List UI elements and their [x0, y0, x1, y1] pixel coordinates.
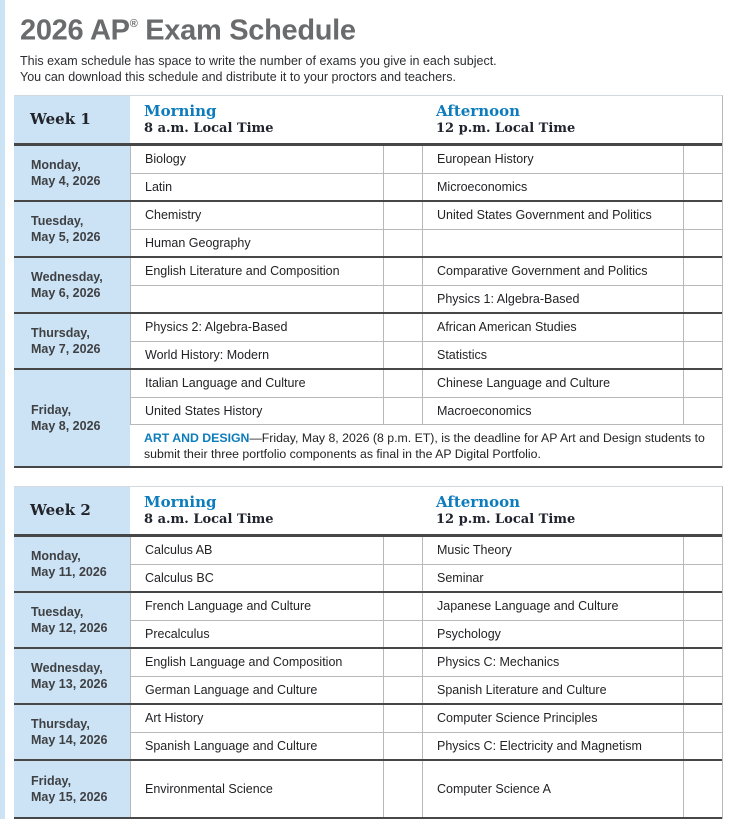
- exam-cell-morning: Latin: [130, 173, 383, 200]
- exam-cell-afternoon: Music Theory: [422, 537, 683, 564]
- exam-count-box[interactable]: [683, 564, 722, 591]
- day-name: Friday,: [31, 773, 72, 788]
- day-date: May 15, 2026: [31, 789, 108, 804]
- day-group: [14, 370, 722, 468]
- day-group: [14, 537, 722, 593]
- exam-count-box[interactable]: [683, 537, 722, 564]
- day-cell: [14, 146, 130, 200]
- exam-count-box[interactable]: [683, 620, 722, 647]
- day-cell: [14, 202, 130, 256]
- exam-count-box[interactable]: [383, 341, 422, 368]
- day-date: May 11, 2026: [31, 564, 107, 579]
- exam-count-box[interactable]: [383, 229, 422, 256]
- morning-time: 8 a.m. Local Time: [144, 512, 274, 528]
- afternoon-header: [422, 487, 722, 534]
- title-prefix: 2026 AP: [20, 14, 130, 47]
- day-name: Monday,: [31, 157, 81, 172]
- subtitle-line-2: You can download this schedule and distribute it to your proctors and teachers.: [20, 69, 456, 84]
- exam-count-box[interactable]: [383, 370, 422, 397]
- exam-cell-afternoon: Physics 1: Algebra-Based: [422, 285, 683, 312]
- day-cell: [14, 593, 130, 647]
- exam-cell-afternoon: Chinese Language and Culture: [422, 370, 683, 397]
- exam-cell-afternoon: Comparative Government and Politics: [422, 258, 683, 285]
- day-cell: [14, 705, 130, 759]
- schedule-tables: [0, 95, 736, 819]
- afternoon-title: Afternoon: [436, 493, 521, 512]
- exam-cell-morning: Physics 2: Algebra-Based: [130, 314, 383, 341]
- exam-cell-afternoon: Computer Science A: [422, 761, 683, 817]
- exam-count-box[interactable]: [383, 564, 422, 591]
- exam-count-box[interactable]: [683, 397, 722, 424]
- day-group: [14, 202, 722, 258]
- day-group: [14, 649, 722, 705]
- week-2-table: [14, 486, 723, 819]
- exam-cell-morning: Art History: [130, 705, 383, 732]
- day-date: May 12, 2026: [31, 620, 108, 635]
- exam-cell-afternoon: Macroeconomics: [422, 397, 683, 424]
- exam-count-box[interactable]: [683, 258, 722, 285]
- document-header: [0, 0, 736, 85]
- day-cell: [14, 537, 130, 591]
- day-cell: [14, 258, 130, 312]
- exam-count-box[interactable]: [383, 146, 422, 173]
- day-group: [14, 593, 722, 649]
- day-group: [14, 314, 722, 370]
- day-name: Wednesday,: [31, 269, 103, 284]
- exam-count-box[interactable]: [383, 676, 422, 703]
- exam-cell-morning: United States History: [130, 397, 383, 424]
- day-name: Tuesday,: [31, 213, 84, 228]
- day-cell: [14, 370, 130, 466]
- exam-cell-morning: World History: Modern: [130, 341, 383, 368]
- art-and-design-text: —Friday, May 8, 2026 (8 p.m. ET), is the deadline for AP Art and Design students to submit their three portfolio components as final in the AP Digital Portfolio.: [144, 430, 705, 461]
- art-and-design-note: [130, 424, 722, 466]
- day-name: Tuesday,: [31, 604, 84, 619]
- week-table-header: [14, 96, 722, 146]
- exam-cell-morning: Calculus AB: [130, 537, 383, 564]
- morning-title: Morning: [144, 493, 217, 512]
- exam-cell-morning: Spanish Language and Culture: [130, 732, 383, 759]
- exam-count-box[interactable]: [383, 314, 422, 341]
- morning-time: 8 a.m. Local Time: [144, 121, 274, 137]
- exam-count-box[interactable]: [383, 620, 422, 647]
- day-name: Friday,: [31, 402, 72, 417]
- exam-cell-morning: [130, 285, 383, 312]
- exam-count-box[interactable]: [683, 146, 722, 173]
- day-group: [14, 258, 722, 314]
- exam-count-box[interactable]: [383, 732, 422, 759]
- morning-title: Morning: [144, 102, 217, 121]
- day-date: May 13, 2026: [31, 676, 108, 691]
- exam-count-box[interactable]: [683, 593, 722, 620]
- exam-count-box[interactable]: [383, 537, 422, 564]
- afternoon-title: Afternoon: [436, 102, 521, 121]
- exam-count-box[interactable]: [383, 285, 422, 312]
- afternoon-time: 12 p.m. Local Time: [436, 512, 576, 528]
- day-cell: [14, 649, 130, 703]
- exam-cell-morning: Chemistry: [130, 202, 383, 229]
- day-date: May 4, 2026: [31, 173, 101, 188]
- exam-cell-afternoon: Psychology: [422, 620, 683, 647]
- exam-cell-afternoon: Statistics: [422, 341, 683, 368]
- exam-cell-afternoon: Microeconomics: [422, 173, 683, 200]
- day-date: May 8, 2026: [31, 418, 101, 433]
- week-label: Week 2: [14, 487, 130, 534]
- exam-count-box[interactable]: [683, 341, 722, 368]
- exam-cell-morning: German Language and Culture: [130, 676, 383, 703]
- exam-count-box[interactable]: [383, 173, 422, 200]
- exam-cell-afternoon: [422, 229, 683, 256]
- exam-cell-afternoon: Spanish Literature and Culture: [422, 676, 683, 703]
- day-name: Wednesday,: [31, 660, 103, 675]
- exam-count-box[interactable]: [383, 705, 422, 732]
- exam-cell-morning: Biology: [130, 146, 383, 173]
- exam-cell-afternoon: United States Government and Politics: [422, 202, 683, 229]
- subtitle-line-1: This exam schedule has space to write the number of exams you give in each subject.: [20, 53, 497, 68]
- exam-cell-morning: English Literature and Composition: [130, 258, 383, 285]
- exam-cell-morning: Human Geography: [130, 229, 383, 256]
- day-group: [14, 146, 722, 202]
- afternoon-time: 12 p.m. Local Time: [436, 121, 576, 137]
- exam-cell-morning: English Language and Composition: [130, 649, 383, 676]
- exam-cell-morning: Italian Language and Culture: [130, 370, 383, 397]
- exam-count-box[interactable]: [683, 314, 722, 341]
- day-date: May 7, 2026: [31, 341, 101, 356]
- exam-cell-morning: Environmental Science: [130, 761, 383, 817]
- exam-cell-afternoon: African American Studies: [422, 314, 683, 341]
- exam-cell-afternoon: Seminar: [422, 564, 683, 591]
- exam-count-box[interactable]: [383, 397, 422, 424]
- exam-count-box[interactable]: [683, 676, 722, 703]
- day-cell: [14, 314, 130, 368]
- page-left-accent-strip: [0, 0, 5, 819]
- exam-count-box[interactable]: [683, 285, 722, 312]
- exam-count-box[interactable]: [383, 761, 422, 817]
- day-date: May 6, 2026: [31, 285, 101, 300]
- week-1-table: [14, 95, 723, 468]
- registered-trademark: ®: [129, 18, 138, 30]
- exam-count-box[interactable]: [383, 649, 422, 676]
- day-name: Thursday,: [31, 325, 90, 340]
- page-title: [20, 8, 716, 49]
- morning-header: [130, 487, 422, 534]
- week-label: Week 1: [14, 96, 130, 143]
- title-suffix: Exam Schedule: [137, 14, 356, 47]
- art-and-design-label: ART AND DESIGN: [144, 430, 250, 445]
- exam-cell-morning: Calculus BC: [130, 564, 383, 591]
- day-name: Monday,: [31, 548, 81, 563]
- day-group: [14, 761, 722, 819]
- exam-cell-afternoon: Physics C: Electricity and Magnetism: [422, 732, 683, 759]
- day-group: [14, 705, 722, 761]
- exam-cell-morning: Precalculus: [130, 620, 383, 647]
- exam-count-box[interactable]: [383, 593, 422, 620]
- exam-count-box[interactable]: [683, 173, 722, 200]
- exam-cell-morning: French Language and Culture: [130, 593, 383, 620]
- exam-count-box[interactable]: [683, 732, 722, 759]
- exam-count-box[interactable]: [683, 649, 722, 676]
- day-name: Thursday,: [31, 716, 90, 731]
- morning-header: [130, 96, 422, 143]
- exam-count-box[interactable]: [683, 761, 722, 817]
- day-date: May 14, 2026: [31, 732, 108, 747]
- day-date: May 5, 2026: [31, 229, 101, 244]
- exam-count-box[interactable]: [683, 370, 722, 397]
- exam-count-box[interactable]: [683, 229, 722, 256]
- week-table-header: [14, 487, 722, 537]
- exam-cell-afternoon: Physics C: Mechanics: [422, 649, 683, 676]
- exam-count-box[interactable]: [683, 202, 722, 229]
- day-cell: [14, 761, 130, 817]
- exam-count-box[interactable]: [383, 202, 422, 229]
- exam-cell-afternoon: Computer Science Principles: [422, 705, 683, 732]
- exam-cell-afternoon: Japanese Language and Culture: [422, 593, 683, 620]
- exam-count-box[interactable]: [383, 258, 422, 285]
- afternoon-header: [422, 96, 722, 143]
- exam-count-box[interactable]: [683, 705, 722, 732]
- exam-cell-afternoon: European History: [422, 146, 683, 173]
